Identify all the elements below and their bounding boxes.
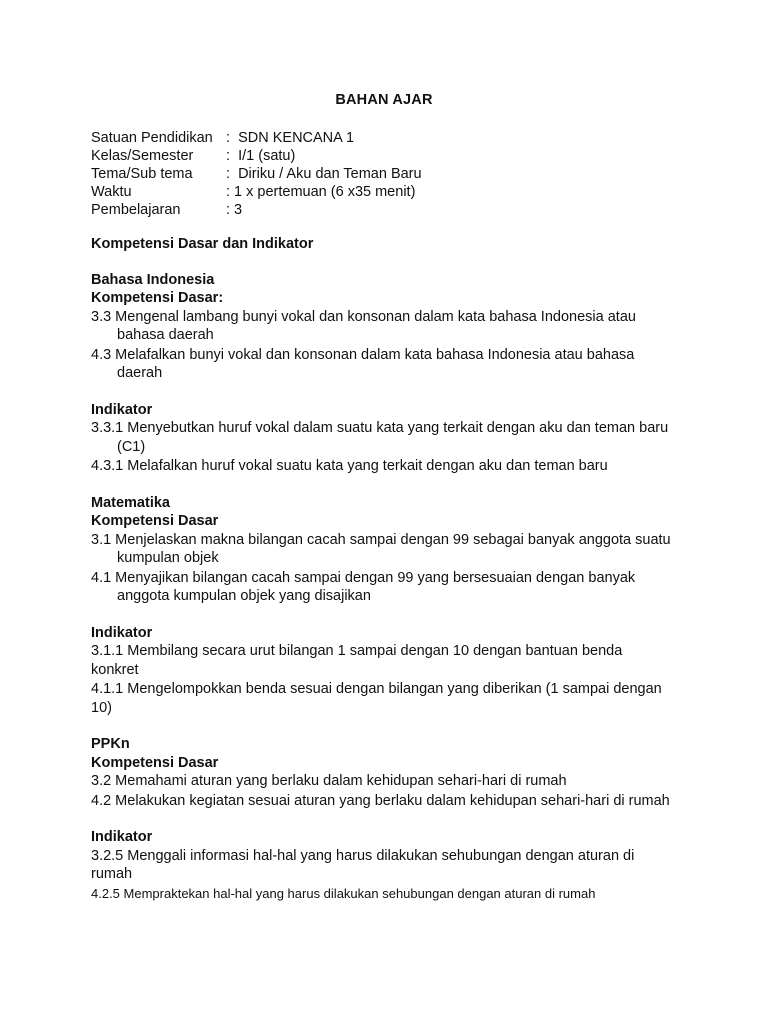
kd-item: 4.2 Melakukan kegiatan sesuai aturan yang berlaku dalam kehidupan sehari-hari di rumah — [91, 792, 670, 809]
spacer — [91, 718, 671, 735]
meta-row-kelas-semester — [91, 147, 422, 165]
meta-row-tema — [91, 165, 422, 183]
kd-item: 4.1 Menyajikan bilangan cacah sampai dengan 99 yang bersesuaian dengan banyak anggota kumpulan objek yang disajikan — [91, 569, 636, 604]
indikator-heading: Indikator — [91, 829, 153, 845]
meta-row-pembelajaran — [91, 201, 422, 219]
indikator-heading: Indikator — [91, 401, 153, 418]
spacer — [91, 811, 671, 828]
meta-value: : SDN KENCANA 1 — [226, 130, 355, 146]
section-heading: Kompetensi Dasar dan Indikator — [91, 236, 314, 252]
meta-label: Pembelajaran — [91, 202, 181, 218]
spacer — [91, 607, 671, 624]
meta-row-satuan-pendidikan — [91, 129, 422, 147]
indikator-item: 3.3.1 Menyebutkan huruf vokal dalam suatu kata yang terkait dengan aku dan teman baru (C1) — [91, 420, 669, 455]
kd-heading: Kompetensi Dasar — [91, 754, 219, 771]
spacer — [91, 477, 671, 494]
meta-value: : I/1 (satu) — [226, 148, 296, 164]
indikator-heading: Indikator — [91, 624, 153, 641]
document-body — [91, 235, 671, 904]
meta-label: Tema/Sub tema — [91, 166, 193, 182]
kd-heading: Kompetensi Dasar — [91, 513, 219, 529]
indikator-item: 4.3.1 Melafalkan huruf vokal suatu kata yang terkait dengan aku dan teman baru — [91, 458, 608, 474]
kd-item: 3.1 Menjelaskan makna bilangan cacah sampai dengan 99 sebagai banyak anggota suatu kumpulan objek — [91, 531, 671, 566]
meta-label: Kelas/Semester — [91, 148, 194, 164]
indikator-item: 4.1.1 Mengelompokkan benda sesuai dengan bilangan yang diberikan (1 sampai dengan 10) — [91, 681, 662, 716]
meta-row-waktu — [91, 183, 422, 201]
subject-matematika: Matematika — [91, 494, 170, 511]
kd-item: 3.3 Mengenal lambang bunyi vokal dan konsonan dalam kata bahasa Indonesia atau bahasa daerah — [91, 308, 636, 343]
document-title: BAHAN AJAR — [335, 92, 433, 108]
kd-item: 4.3 Melafalkan bunyi vokal dan konsonan dalam kata bahasa Indonesia atau bahasa daerah — [91, 346, 635, 381]
kd-item: 3.2 Memahami aturan yang berlaku dalam kehidupan sehari-hari di rumah — [91, 773, 567, 789]
meta-label: Waktu — [91, 184, 132, 200]
spacer — [91, 254, 671, 271]
kd-heading: Kompetensi Dasar: — [91, 290, 224, 306]
indikator-item: 3.2.5 Menggali informasi hal-hal yang harus dilakukan sehubungan dengan aturan di rumah — [91, 847, 635, 882]
meta-value: : 3 — [226, 202, 243, 218]
subject-bahasa-indonesia: Bahasa Indonesia — [91, 271, 215, 288]
identity-table — [91, 129, 422, 219]
subject-ppkn: PPKn — [91, 736, 130, 752]
meta-label: Satuan Pendidikan — [91, 130, 213, 146]
meta-value: : Diriku / Aku dan Teman Baru — [226, 166, 422, 182]
spacer — [91, 384, 671, 401]
indikator-item: 3.1.1 Membilang secara urut bilangan 1 sampai dengan 10 dengan bantuan benda konkret — [91, 643, 623, 678]
indikator-item: 4.2.5 Mempraktekan hal-hal yang harus dilakukan sehubungan dengan aturan di rumah — [91, 885, 596, 901]
meta-value: : 1 x pertemuan (6 x35 menit) — [226, 184, 416, 200]
